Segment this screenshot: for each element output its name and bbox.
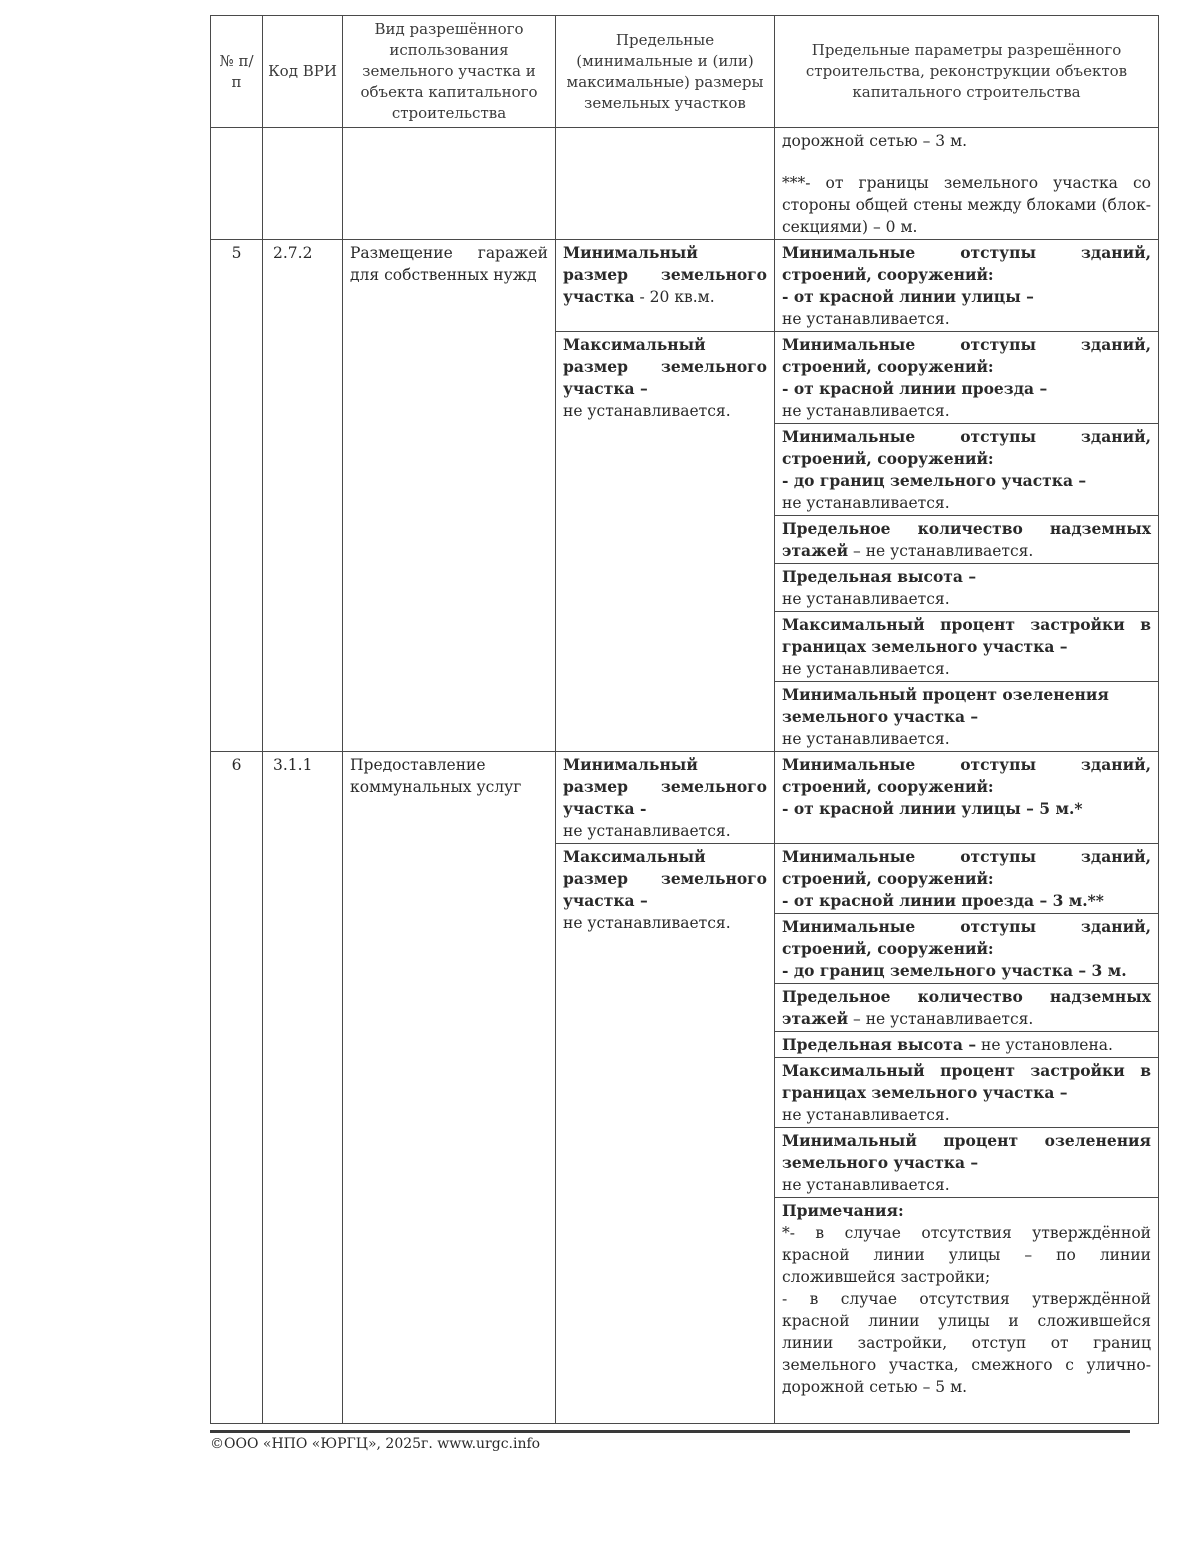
row6-param-7-label: Минимальный процент озеленения земельного участка – (782, 1131, 1151, 1172)
row5-param-4-label: Предельное количество надземных этажей (782, 519, 1151, 560)
row6-param-3-label: Минимальные отступы зданий, строений, сооружений: (782, 917, 1151, 958)
row5-param-2-sub: - от красной линии проезда – (782, 379, 1048, 398)
row6-param-4-label: Предельное количество надземных этажей (782, 987, 1151, 1028)
row5-param-6-label: Максимальный процент застройки в границах земельного участка – (782, 615, 1151, 656)
continuation-text-1: дорожной сетью – 3 м. (782, 132, 968, 150)
row6-notes (775, 1198, 1159, 1424)
row6-param-2-sub: - от красной линии проезда (782, 891, 1035, 910)
row6-param-5 (775, 1032, 1159, 1058)
row6-param-6-value: не устанавливается. (782, 1106, 950, 1124)
row5-param-1-label: Минимальные отступы зданий, строений, сооружений: (782, 243, 1151, 284)
row6-param-6-label: Максимальный процент застройки в границах земельного участка – (782, 1061, 1151, 1102)
table-row-6 (211, 752, 1159, 844)
row6-param-3 (775, 914, 1159, 984)
row6-code: 3.1.1 (263, 752, 343, 1424)
row6-notes-title: Примечания: (782, 1201, 904, 1220)
row5-min-size (556, 240, 775, 332)
table-row-5 (211, 240, 1159, 332)
header-params: Предельные параметры разрешённого строительства, реконструкции объектов капитального строительства (775, 16, 1159, 128)
row6-param-3-sub: - до границ земельного участка (782, 961, 1073, 980)
row6-min-size-label: Минимальный размер земельного участка - (563, 755, 767, 818)
row6-param-1-label: Минимальные отступы зданий, строений, сооружений: (782, 755, 1151, 796)
row5-code: 2.7.2 (263, 240, 343, 752)
row5-param-3-label: Минимальные отступы зданий, строений, сооружений: (782, 427, 1151, 468)
row6-max-size-label: Максимальный размер земельного участка – (563, 847, 767, 910)
row6-param-2 (775, 844, 1159, 914)
header-sizes: Предельные (минимальные и (или) максимальные) размеры земельных участков (556, 16, 775, 128)
header-code: Код ВРИ (263, 16, 343, 128)
row6-param-7 (775, 1128, 1159, 1198)
row6-param-5-value: не установлена. (976, 1036, 1113, 1054)
row6-note-2: - в случае отсутствия утверждённой красной линии улицы и сложившейся линии застройки, отступ от границ земельного участка, смежного с улично-дорожной сетью – 5 м. (782, 1290, 1151, 1396)
row5-type: Размещение гаражей для собственных нужд (343, 240, 556, 752)
row6-min-size-value: не устанавливается. (563, 822, 731, 840)
row5-param-6-value: не устанавливается. (782, 660, 950, 678)
row5-param-1-value: не устанавливается. (782, 310, 950, 328)
row5-param-7-label: Минимальный процент озеленения земельного участка – (782, 685, 1109, 726)
zoning-parameters-table (210, 15, 1159, 1424)
row5-num: 5 (211, 240, 263, 752)
row5-param-1 (775, 240, 1159, 332)
row5-param-3-sub: - до границ земельного участка – (782, 471, 1087, 490)
row5-param-1-sub: - от красной линии улицы – (782, 287, 1034, 306)
row5-param-3 (775, 424, 1159, 516)
row5-param-5 (775, 564, 1159, 612)
footer-copyright: ©ООО «НПО «ЮРГЦ», 2025г. www.urgc.info (210, 1436, 541, 1452)
footer-divider (210, 1430, 1130, 1433)
row5-max-size-label: Максимальный размер земельного участка – (563, 335, 767, 398)
header-type: Вид разрешённого использования земельного участка и объекта капитального строительства (343, 16, 556, 128)
row5-param-7 (775, 682, 1159, 752)
row5-param-4 (775, 516, 1159, 564)
row5-max-size-value: не устанавливается. (563, 402, 731, 420)
header-num: № п/п (211, 16, 263, 128)
row6-note-1: *- в случае отсутствия утверждённой красной линии улицы – по линии сложившейся застройки; (782, 1224, 1151, 1286)
row6-max-size (556, 844, 775, 1424)
continuation-params-cell (775, 128, 1159, 240)
row6-param-1-value: – 5 м.* (1020, 799, 1083, 818)
continuation-text-2: ***- от границы земельного участка со стороны общей стены между блоками (блок-секциями) – 0 м. (782, 174, 1151, 236)
row6-param-2-label: Минимальные отступы зданий, строений, сооружений: (782, 847, 1151, 888)
row6-param-5-label: Предельная высота – (782, 1035, 977, 1054)
row6-param-1-sub: - от красной линии улицы (782, 799, 1021, 818)
row6-param-4-value: – не устанавливается. (848, 1010, 1034, 1028)
row5-param-4-value: – не устанавливается. (848, 542, 1034, 560)
row5-param-2-label: Минимальные отступы зданий, строений, сооружений: (782, 335, 1151, 376)
row5-param-5-label: Предельная высота – (782, 567, 977, 586)
row5-param-6 (775, 612, 1159, 682)
row5-max-size (556, 332, 775, 752)
row5-param-3-value: не устанавливается. (782, 494, 950, 512)
table-row-continuation (211, 128, 1159, 240)
row6-param-2-value: – 3 м.** (1034, 891, 1104, 910)
row6-num: 6 (211, 752, 263, 1424)
row6-max-size-value: не устанавливается. (563, 914, 731, 932)
row6-type: Предоставление коммунальных услуг (343, 752, 556, 1424)
row6-param-4 (775, 984, 1159, 1032)
row5-param-2-value: не устанавливается. (782, 402, 950, 420)
row5-min-size-value: - 20 кв.м. (634, 288, 715, 306)
row5-param-7-value: не устанавливается. (782, 730, 950, 748)
row6-param-3-value: – 3 м. (1073, 961, 1127, 980)
row6-param-1 (775, 752, 1159, 844)
row5-param-5-value: не устанавливается. (782, 590, 950, 608)
row6-param-6 (775, 1058, 1159, 1128)
row6-min-size (556, 752, 775, 844)
row6-param-7-value: не устанавливается. (782, 1176, 950, 1194)
row5-min-size-label: Минимальный размер земельного участка (563, 243, 767, 306)
row5-param-2 (775, 332, 1159, 424)
table-header-row (211, 16, 1159, 128)
